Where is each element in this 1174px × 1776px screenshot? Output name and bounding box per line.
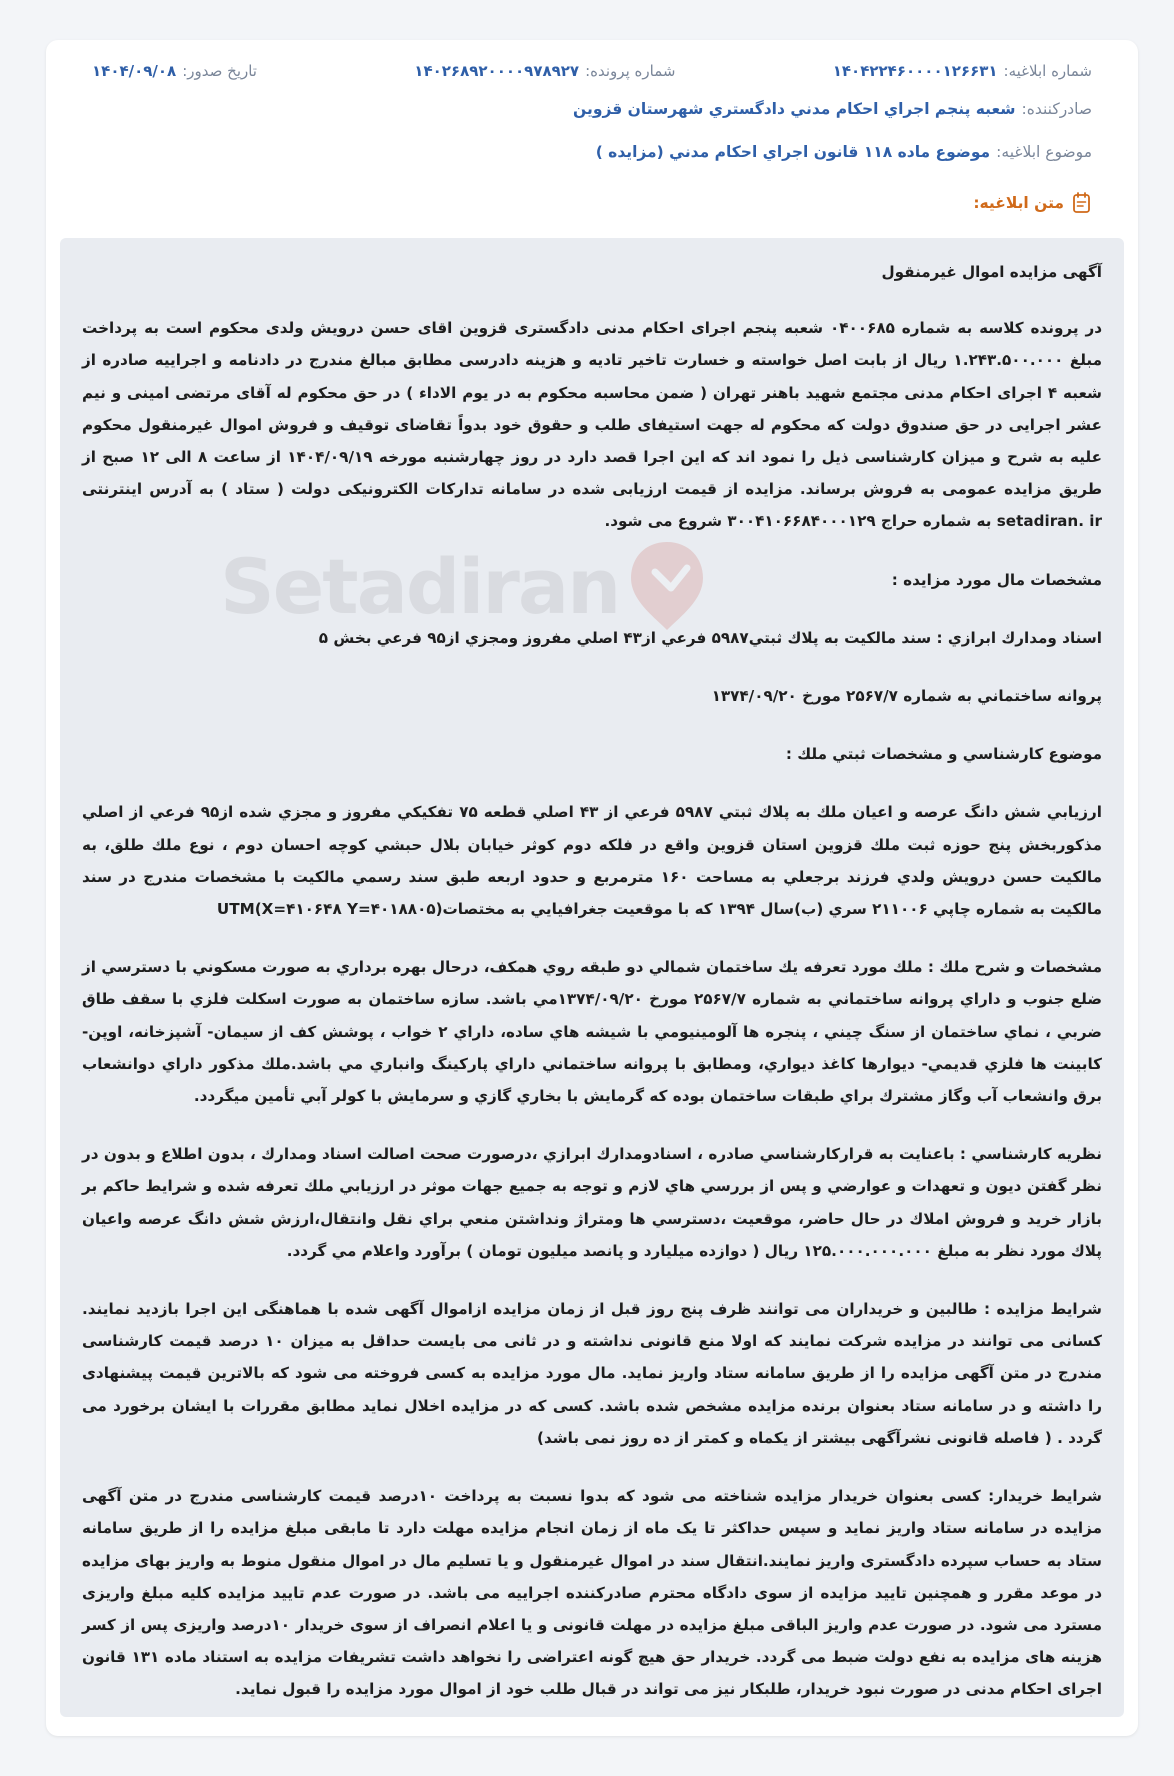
property-description-paragraph: مشخصات و شرح ملك : ملك مورد تعرفه يك ساختمان شمالي دو طبقه روي همكف، درحال بهره برداري به صورت مسكوني با دسترسي از ضلع جنوب و داراي پروانه ساختماني به شماره ۲۵۶۷/۷ مورخ ۱۳۷۴/۰۹/۲۰مي باشد. سازه ساختمان به صورت اسكلت فلزي با سقف طاق ضربي ، نماي ساختمان از سنگ چيني ، پنجره ها آلومينيومي با شيشه هاي ساده، داراي ۲ خواب ، پوشش كف از سيمان- آشپزخانه، اوپن- كابينت ها فلزي قديمي- ديوارها كاغذ ديواري، ومطابق با پروانه ساختماني داراي پاركينگ وانباري مي باشد.ملك مذكور داراي دوانشعاب برق وانشعاب آب وگاز مشترك براي طبقات ساختمان بوده كه گرمايش با بخاري گازي و سرمايش با كولر آبي تأمين ميگردد. [82,958,1102,1106]
buyer-conditions-paragraph: شرایط خریدار: کسی بعنوان خریدار مزایده شناخته می شود که بدوا نسبت به پرداخت ۱۰درصد قیمت کارشناسی مندرج در متن آگهی مزایده در سامانه ستاد واریز نماید و سپس حداکثر تا یک ماه از زمان انجام مزایده مهلت دارد تا مابقی مبلغ مزایده را از طریق سامانه ستاد به حساب سپرده دادگستری واریز نمایند.انتقال سند در اموال غیرمنقول و یا تسلیم مال در اموال منقول منوط به واریز بهای مزایده در موعد مقرر و همچنین تایید مزایده از سوی دادگاه محترم صادرکننده اجراییه می باشد. در صورت عدم تایید مزایده کلیه مبلغ واریزی مسترد می شود. در صورت عدم واریز الباقی مبلغ مزایده در مهلت قانونی و یا اعلام انصراف از سوی خریدار ۱۰درصد واریزی پس از کسر هزینه های مزایده به نفع دولت ضبط می گردد. خریدار حق هیچ گونه اعتراضی را نخواهد داشت تشریفات مزایده به استناد ماده ۱۳۱ قانون اجرای احکام مدنی در صورت نبود خریدار، طلبکار نیز می تواند در قبال طلب خود از اموال مورد مزایده را قبول نماید. [82,1487,1103,1699]
notice-number [833,62,1092,80]
issuer-line [573,100,1092,118]
issue-date-label: تاریخ صدور: [182,62,257,80]
notice-card [46,40,1138,1736]
appraisal-paragraph: ارزيابي شش دانگ عرصه و اعيان ملك به پلاك ثبتي ۵۹۸۷ فرعي از ۴۳ اصلي قطعه ۷۵ تفكيكي مفروز و مجزي شده از۹۵ فرعي از اصلي مذكوربخش پنج حوزه ثبت ملك قزوين استان قزوين واقع در فلكه دوم كوثر خيابان بلال حبشي كوچه احسان دوم ، نوع ملك طلق، به مالكيت حسن درويش ولدي فرزند برجعلي به مساحت ۱۶۰ مترمربع و حدود اربعه طبق سند رسمي مالكيت با مشخصات مندرج در سند مالكيت به شماره چاپي ۲۱۱۰۰۶ سري (ب)سال ۱۳۹۴ که با موقعيت جغرافيايي به مختصات(X=۴۱۰۶۴۸ Y=۴۰۱۸۸۰۵)UTM [82,803,1102,919]
subject-line [596,143,1092,161]
issuer-value: شعبه پنجم اجراي احكام مدني دادگستري شهرستان قزوين [573,100,1016,118]
case-number-label: شماره پرونده: [585,62,676,80]
subject-value: موضوع ماده ۱۱۸ قانون اجراي احكام مدني (مزايده ) [595,143,991,161]
subject-label: موضوع ابلاغیه: [996,143,1092,161]
notice-meta [92,56,1092,86]
building-permit-paragraph: پروانه ساختماني به شماره ۲۵۶۷/۷ مورخ ۱۳۷۴/۰۹/۲۰ [711,687,1102,706]
notice-number-label: شماره ابلاغیه: [1003,62,1092,80]
issuer-label: صادرکننده: [1021,100,1092,118]
watermark-text: Setadiran [220,541,620,631]
issue-date [92,62,257,80]
issue-date-value: ۱۴۰۴/۰۹/۰۸ [92,62,177,80]
notice-number-value: ۱۴۰۴۲۲۴۶۰۰۰۰۱۲۶۶۳۱ [832,62,998,80]
case-paragraph: در پرونده کلاسه به شماره ۰۴۰۰۶۸۵ شعبه پنجم اجرای احکام مدنی دادگستری قزوین اقای حسن درویش ولدی محکوم است به پرداخت مبلغ ۱.۲۴۳.۵۰۰.۰۰۰ ریال از بابت اصل خواسته و خسارت تاخیر تادیه و هزینه دادرسی مطابق مبالغ مندرج در دادنامه و اجراییه صادره از شعبه ۴ اجرای احکام مدنی مجتمع شهید باهنر تهران ( ضمن محاسبه محکوم به در یوم الاداء ) در حق محکوم له آقای مرتضی امینی و نیم عشر اجرایی در حق صندوق دولت که محکوم له جهت استیفای طلب و حقوق خود بدواً تقاضای توقیف و فروش اموال غیرمنقول محکوم علیه به شرح و میزان کارشناسی ذیل را نمود اند که این اجرا قصد دارد در روز چهارشنبه مورخه ۱۴۰۴/۰۹/۱۹ از ساعت ۸ الی ۱۲ صبح از طریق مزایده عمومی به فروش برساند. مزایده از قیمت ارزیابی شده در سامانه تدارکات الکترونیکی دولت ( ستاد ) به آدرس اینترنتی setadiran. ir به شماره حراج ۳۰۰۴۱۰۶۶۸۴۰۰۰۱۲۹ شروع می شود. [82,319,1103,531]
notice-body [60,238,1124,1717]
auction-conditions-paragraph: شرایط مزایده : طالبین و خریداران می توانند ظرف پنج روز قبل از زمان مزایده ازاموال آگهی شده با هماهنگی این اجرا بازدید نمایند. کسانی می توانند در مزایده شرکت نمایند که اولا منع قانونی نداشته و در ثانی می بایست حداقل به میزان ۱۰ درصد قیمت کارشناسی مندرج در متن آگهی مزایده را از طریق سامانه ستاد واریز نماید. مال مورد مزایده به کسی فروخته می شود که بالاترین قیمت پیشنهادی را داشته و در سامانه ستاد بعنوان برنده مزایده مشخص شده باشد. کسی که در مزایده اخلال نماید مطابق مقررات با ایشان برخورد می گردد . ( فاصله قانونی نشرآگهی بیشتر از یکماه و کمتر از ده روز نمی باشد) [82,1300,1102,1447]
notice-text-label: متن ابلاغیه: [973,194,1064,212]
notice-title: آگهی مزایده اموال غیرمنقول [881,263,1102,281]
notice-text-heading [973,192,1092,214]
expert-opinion-paragraph: نظريه كارشناسي : باعنايت به قراركارشناسي صادره ، اسنادومدارك ابرازي ،درصورت صحت اصالت اسناد ومدارك ، بدون اطلاع و بدون در نظر گفتن ديون و تعهدات و عوارضي و پس از بررسي هاي لازم و توجه به جميع جهات موثر در ارزيابي ملك تعرفه شده و شرايط حاكم بر بازار خريد و فروش املاك در حال حاضر، موقعيت ،دسترسي ها ومتراژ ونداشتن منعي براي نقل وانتقال،ارزش شش دانگ عرصه واعيان پلاك مورد نظر به مبلغ ۱۲۵.۰۰۰.۰۰۰.۰۰۰ ريال ( دوازده ميلیارد و پانصد ميليون تومان ) برآورد واعلام مي گردد. [82,1145,1102,1260]
case-number [414,62,675,80]
property-specs-heading: مشخصات مال مورد مزایده : [891,570,1102,589]
case-number-value: ۱۴۰۲۶۸۹۲۰۰۰۰۹۷۸۹۲۷ [414,62,580,80]
documents-paragraph: اسناد ومدارك ابرازي : سند مالكيت به پلاك ثبتي۵۹۸۷ فرعي از۴۳ اصلي مفروز ومجزي از۹۵ فرعي بخش ۵ [318,628,1102,647]
note-icon [1072,192,1092,214]
appraisal-subject-heading: موضوع كارشناسي و مشخصات ثبتي ملك : [785,745,1102,764]
